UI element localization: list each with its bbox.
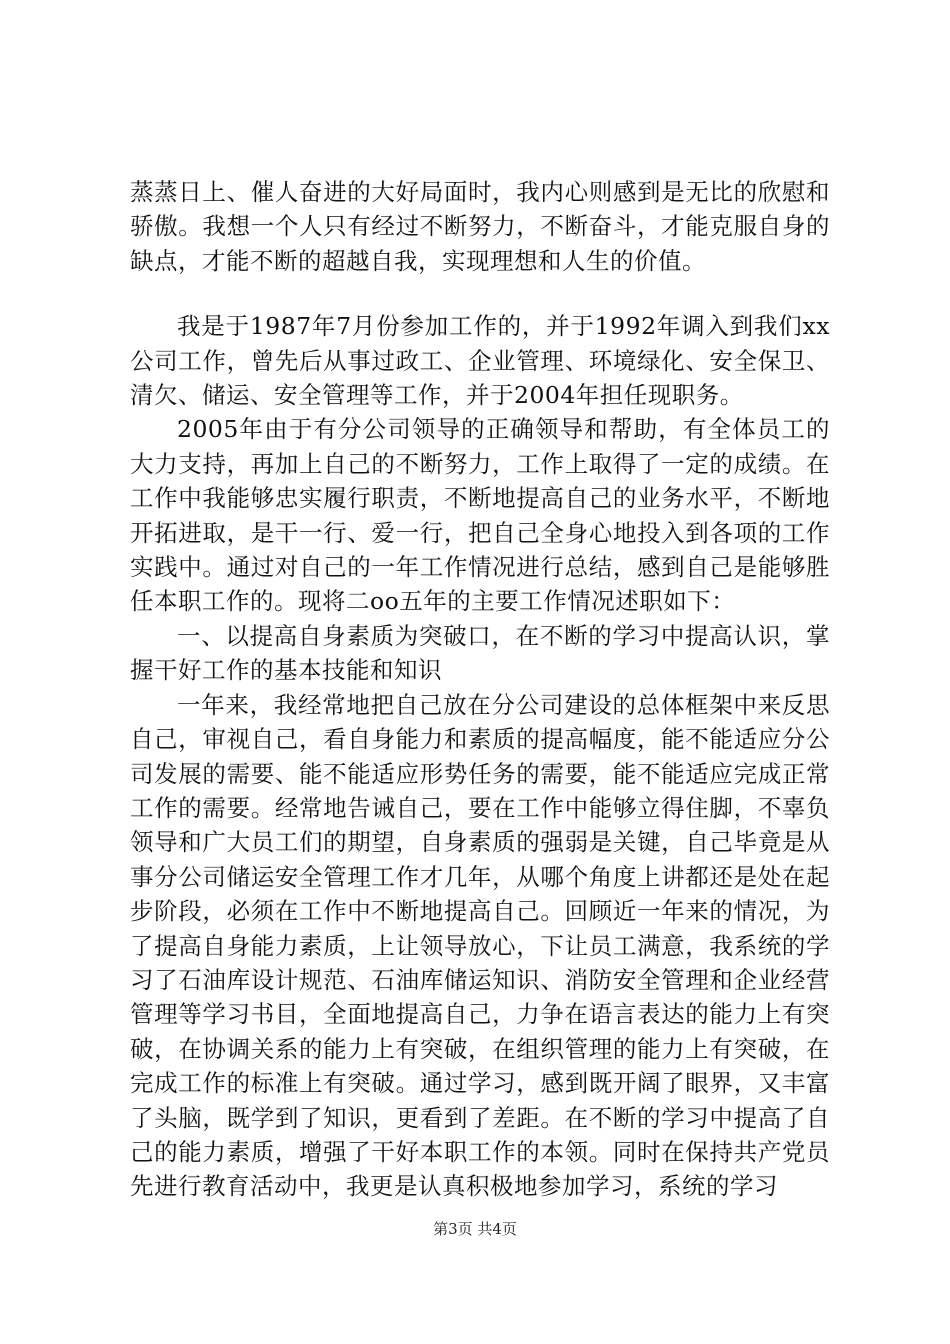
paragraph-1: 蒸蒸日上、催人奋进的大好局面时，我内心则感到是无比的欣慰和骄傲。我想一个人只有经过不断努力，不断奋斗，才能克服自身的缺点，才能不断的超越自我，实现理想和人生的价值。 — [130, 178, 830, 275]
paragraph-3: 2005年由于有分公司领导的正确领导和帮助，有全体员工的大力支持，再加上自己的不断努力，工作上取得了一定的成绩。在工作中我能够忠实履行职责，不断地提高自己的业务水平，不断地开拓进取，是干一行、爱一行，把自己全身心地投入到各项的工作实践中。通过对自己的一年工作情况进行总结，感到自己是能够胜任本职工作的。现将二oo五年的主要工作情况述职如下： — [130, 415, 830, 616]
paragraph-4: 一年来，我经常地把自己放在分公司建设的总体框架中来反思自己，审视自己，看自身能力和素质的提高幅度，能不能适应分公司发展的需要、能不能适应形势任务的需要，能不能适应完成正常工作的需要。经常地告诫自己，要在工作中能够立得住脚，不辜负领导和广大员工们的期望，自身素质的强弱是关键，自己毕竟是从事分公司储运安全管理工作才几年，从哪个角度上讲都还是处在起步阶段，必须在工作中不断地提高自己。回顾近一年来的情况，为了提高自身能力素质，上让领导放心，下让员工满意，我系统的学习了石油库设计规范、石油库储运知识、消防安全管理和企业经营管理等学习书目，全面地提高自己，力争在语言表达的能力上有突破，在协调关系的能力上有突破，在组织管理的能力上有突破，在完成工作的标准上有突破。通过学习，感到既开阔了眼界，又丰富了头脑，既学到了知识，更看到了差距。在不断的学习中提高了自己的能力素质，增强了干好本职工作的本领。同时在保持共产党员先进行教育活动中，我更是认真积极地参加学习，系统的学习 — [130, 690, 830, 1201]
page-footer: 第3页 共4页 — [433, 1220, 517, 1238]
section-heading-1: 一、以提高自身素质为突破口，在不断的学习中提高认识，掌握干好工作的基本技能和知识 — [130, 621, 830, 685]
document-body — [130, 175, 830, 1204]
paragraph-2: 我是于1987年7月份参加工作的，并于1992年调入到我们xx公司工作，曾先后从事过政工、企业管理、环境绿化、安全保卫、清欠、储运、安全管理等工作，并于2004年担任现职务。 — [130, 312, 830, 410]
